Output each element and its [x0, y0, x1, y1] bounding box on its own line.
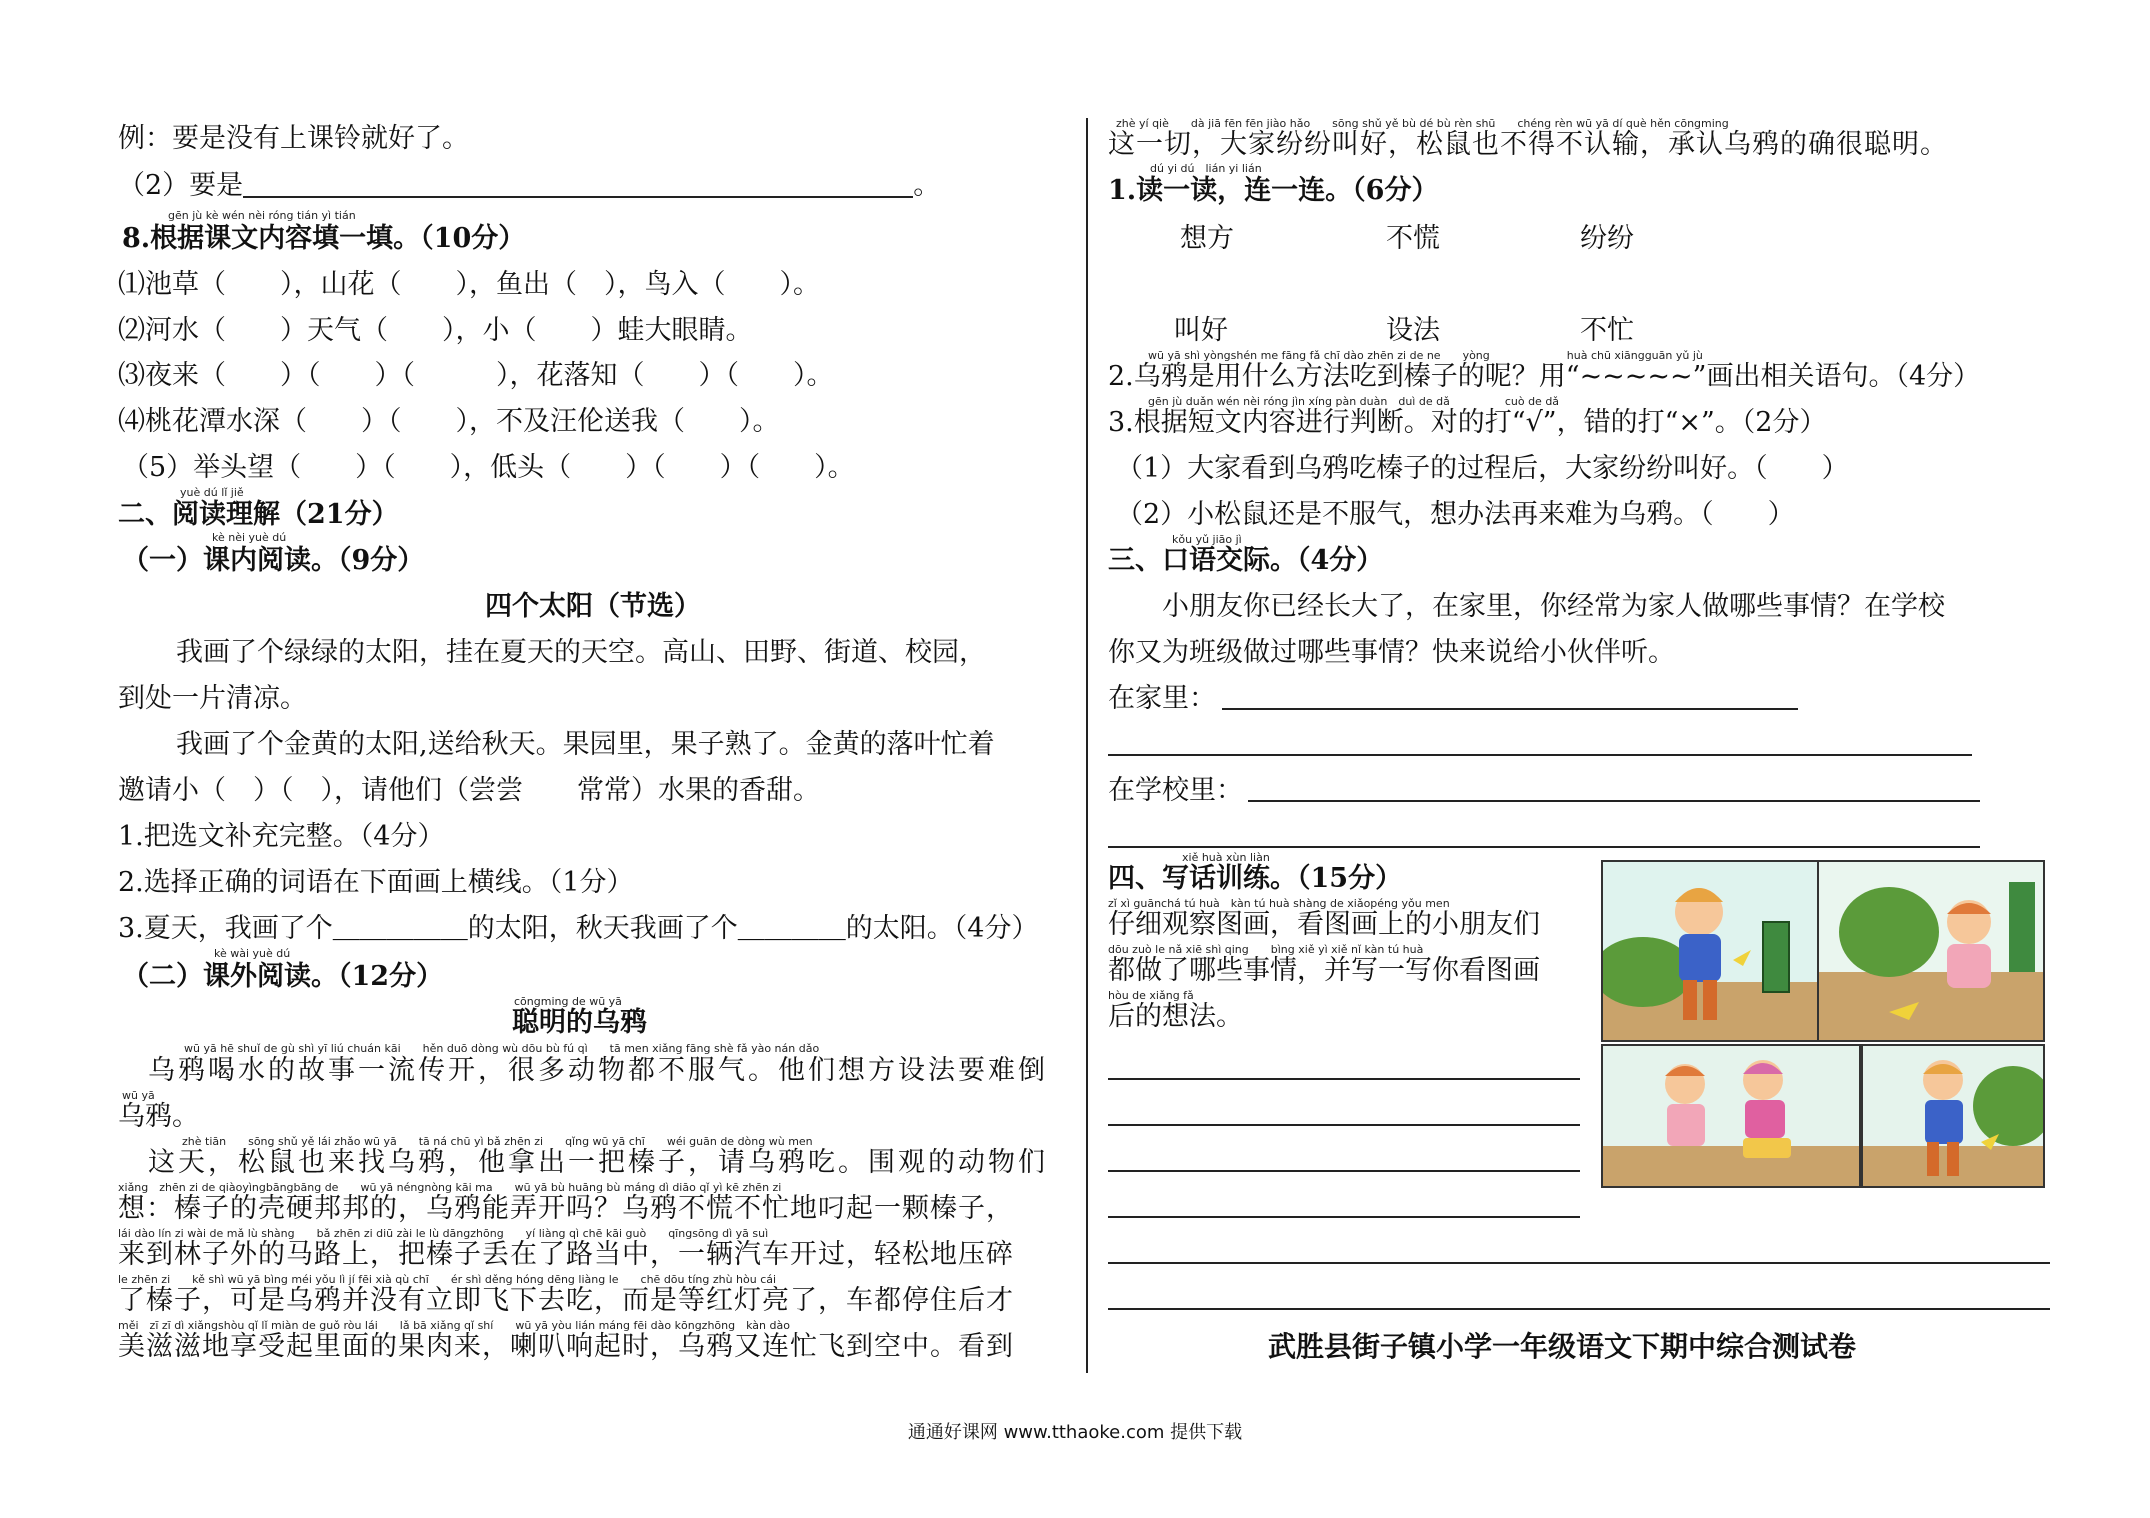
writing-line[interactable] [1108, 1308, 2050, 1310]
download-footer: 通通好课网 www.tthaoke.com 提供下载 [907, 1422, 1243, 1443]
q2-title: 2.乌鸦是用什么方法吃到榛子的呢？用“~~~~~”画出相关语句。（4分） [1108, 361, 1981, 392]
writing-line[interactable] [1108, 1170, 1580, 1172]
q3-pinyin: gēn jù duǎn wén nèi róng jìn xíng pàn duàn duì de dǎ cuò de dǎ [1148, 395, 1560, 408]
school-answer-line[interactable] [1248, 800, 1980, 802]
s4-pinyin-line: zǐ xì guānchá tú huà kàn tú huà shàng de xiǎopéng yǒu men [1108, 897, 1450, 910]
q2-prefix: （2）要是 [118, 170, 244, 201]
q8-item: ⑴池草（ ），山花（ ），鱼出（ ），鸟入（ ）。 [118, 269, 820, 300]
match-top-word[interactable]: 不慌 [1386, 223, 1440, 254]
story-title: 聪明的乌鸦 [512, 1007, 647, 1038]
passage-question: 1.把选文补充完整。（4分） [118, 821, 445, 852]
story-pinyin: měi zī zī dì xiǎngshòu qǐ lǐ miàn de guǒ ròu lái lǎ bā xiǎng qǐ shí wū yā yòu lián máng fēi dào kōngzhōng kàn dào [118, 1319, 790, 1332]
match-bottom-word[interactable]: 叫好 [1174, 315, 1228, 346]
s2b-pinyin: kè wài yuè dú [214, 947, 291, 960]
section2-title: 二、阅读理解（21分） [118, 499, 399, 530]
home-answer-line[interactable] [1222, 708, 1798, 710]
story-ending: 这一切，大家纷纷叫好，松鼠也不得不认输，承认乌鸦的确很聪明。 [1108, 129, 1948, 160]
home-label: 在家里： [1108, 683, 1216, 714]
s4-pinyin: xiě huà xùn liàn [1182, 851, 1270, 864]
q8-pinyin: gēn jù kè wén nèi róng tián yì tián [168, 209, 356, 222]
q8-item: ⑵河水（ ）天气（ ），小（ ）蛙大眼睛。 [118, 315, 753, 346]
picture-panel-4 [1861, 1044, 2045, 1188]
exam-title: 武胜县街子镇小学一年级语文下期中综合测试卷 [1268, 1330, 1857, 1363]
story-line: 来到林子外的马路上，把榛子丢在了路当中，一辆汽车开过，轻松地压碎 [118, 1239, 1014, 1270]
s4-pinyin-line: hòu de xiǎng fǎ [1108, 989, 1194, 1002]
story-pinyin: lái dào lín zi wài de mǎ lù shàng bǎ zhēn zi diū zài le lù dāngzhōng yí liàng qì chē kāi guò qīngsōng dì yā suì [118, 1227, 769, 1240]
story-line: 乌鸦喝水的故事一流传开，很多动物都不服气。他们想方设法要难倒 [118, 1055, 1048, 1086]
q2-answer-blank[interactable] [243, 170, 913, 198]
cont-pinyin: zhè yí qiè dà jiā fēn fēn jiào hǎo sōng shǔ yě bù dé bù rèn shū chéng rèn wū yā dí què hěn cōngming [1116, 117, 1729, 130]
q2-suffix: 。 [913, 170, 941, 201]
story-pinyin: wū yā [122, 1089, 155, 1102]
story-line: 想：榛子的壳硬邦邦的，乌鸦能弄开吗？乌鸦不慌不忙地叼起一颗榛子， [118, 1193, 1014, 1224]
q1-title: 1.读一读，连一连。（6分） [1108, 175, 1439, 206]
q3-title: 3.根据短文内容进行判断。对的打“√”，错的打“×”。（2分） [1108, 407, 1827, 438]
school-answer-line[interactable] [1108, 846, 1980, 848]
story-pinyin: xiǎng zhēn zi de qiàoyìngbāngbāng de wū yā néngnòng kāi ma wū yā bù huāng bù máng dì diāo qǐ yì kē zhēn zi [118, 1181, 782, 1194]
q8-title: 8.根据课文内容填一填。（10分） [122, 223, 526, 254]
match-bottom-word[interactable]: 设法 [1386, 315, 1440, 346]
school-label: 在学校里： [1108, 775, 1243, 806]
story-pinyin: wū yā hē shuǐ de gù shì yī liú chuán kāi hěn duō dòng wù dōu bù fú qì tā men xiǎng fāng shè fǎ yào nán dǎo [184, 1042, 820, 1055]
passage-question: 2.选择正确的词语在下面画上横线。（1分） [118, 867, 634, 898]
q2-pinyin: wū yā shì yòngshén me fāng fǎ chī dào zhēn zi de ne yòng huà chū xiāngguān yǔ jù [1148, 349, 1703, 362]
story-line: 美滋滋地享受起里面的果肉来，喇叭响起时，乌鸦又连忙飞到空中。看到 [118, 1331, 1014, 1362]
writing-line[interactable] [1108, 1078, 1580, 1080]
q8-item: ⑷桃花潭水深（ ）（ ），不及汪伦送我（ ）。 [118, 406, 780, 437]
q8-item: （5）举头望（ ）（ ），低头（ ）（ ）（ ）。 [122, 452, 855, 483]
story-title-pinyin: cōngming de wū yā [514, 995, 622, 1008]
s4-pinyin-line: dōu zuò le nǎ xiē shì qing bìng xiě yì xiě nǐ kàn tú huà [1108, 943, 1424, 956]
writing-line[interactable] [1108, 1262, 2050, 1264]
section2b-title: （二）课外阅读。（12分） [122, 961, 444, 992]
q3-item: （2）小松鼠还是不服气，想办法再来难为乌鸦。（ ） [1116, 499, 1795, 530]
picture-panel-1 [1601, 860, 1819, 1042]
q2-fill-line [118, 169, 940, 203]
q3-item: （1）大家看到乌鸦吃榛子的过程后，大家纷纷叫好。（ ） [1116, 453, 1849, 484]
story-line: 了榛子，可是乌鸦并没有立即飞下去吃，而是等红灯亮了，车都停住后才 [118, 1285, 1014, 1316]
picture-panel-3 [1601, 1044, 1861, 1188]
match-bottom-word[interactable]: 不忙 [1580, 315, 1634, 346]
writing-line[interactable] [1108, 1124, 1580, 1126]
passage-line: 我画了个绿绿的太阳，挂在夏天的天空。高山、田野、街道、校园， [176, 637, 986, 668]
match-top-word[interactable]: 想方 [1180, 223, 1234, 254]
s4-instruction: 都做了哪些事情，并写一写你看图画 [1108, 955, 1540, 986]
passage-line: 邀请小（ ）（ ），请他们（尝尝 常常）水果的香甜。 [118, 775, 820, 806]
s3-pinyin: kǒu yǔ jiāo jì [1172, 533, 1242, 546]
q8-item: ⑶夜来（ ）（ ）（ ），花落知（ ）（ ）。 [118, 360, 834, 391]
section2a-title: （一）课内阅读。（9分） [122, 545, 425, 576]
s3-text: 你又为班级做过哪些事情？快来说给小伙伴听。 [1108, 637, 1675, 668]
story-line: 这天，松鼠也来找乌鸦，他拿出一把榛子，请乌鸦吃。围观的动物们 [118, 1147, 1048, 1178]
s4-instruction: 仔细观察图画，看图画上的小朋友们 [1108, 909, 1540, 940]
passage-line: 我画了个金黄的太阳,送给秋天。果园里，果子熟了。金黄的落叶忙着 [176, 729, 995, 760]
example-sentence: 例：要是没有上课铃就好了。 [118, 123, 469, 154]
story-line: 乌鸦。 [118, 1101, 199, 1132]
picture-panel-2 [1817, 860, 2045, 1042]
q1-pinyin: dú yi dú lián yi lián [1150, 162, 1262, 175]
s4-instruction: 后的想法。 [1108, 1001, 1243, 1032]
story-pinyin: le zhēn zi kě shì wū yā bìng méi yǒu lì jí fēi xià qù chī ér shì děng hóng dēng liàng le chē dōu tíng zhù hòu cái [118, 1273, 777, 1286]
passage-line: 到处一片清凉。 [118, 683, 307, 714]
section4-title: 四、写话训练。（15分） [1108, 863, 1403, 894]
home-answer-line[interactable] [1108, 754, 1972, 756]
s2a-pinyin: kè nèi yuè dú [212, 531, 287, 544]
story-pinyin: zhè tiān sōng shǔ yě lái zhǎo wū yā tā ná chū yì bǎ zhēn zi qǐng wū yā chī wéi guān de dòng wù men [182, 1135, 813, 1148]
s2-pinyin: yuè dú lǐ jiě [180, 486, 244, 499]
passage-question: 3.夏天，我画了个＿＿＿＿＿的太阳，秋天我画了个＿＿＿＿的太阳。（4分） [118, 913, 1039, 944]
writing-line[interactable] [1108, 1216, 1580, 1218]
section3-title: 三、口语交际。（4分） [1108, 545, 1384, 576]
passage-title: 四个太阳（节选） [485, 591, 701, 622]
match-top-word[interactable]: 纷纷 [1580, 223, 1634, 254]
s3-text: 小朋友你已经长大了，在家里，你经常为家人做哪些事情？在学校 [1108, 591, 1945, 622]
column-divider [1086, 118, 1088, 1373]
